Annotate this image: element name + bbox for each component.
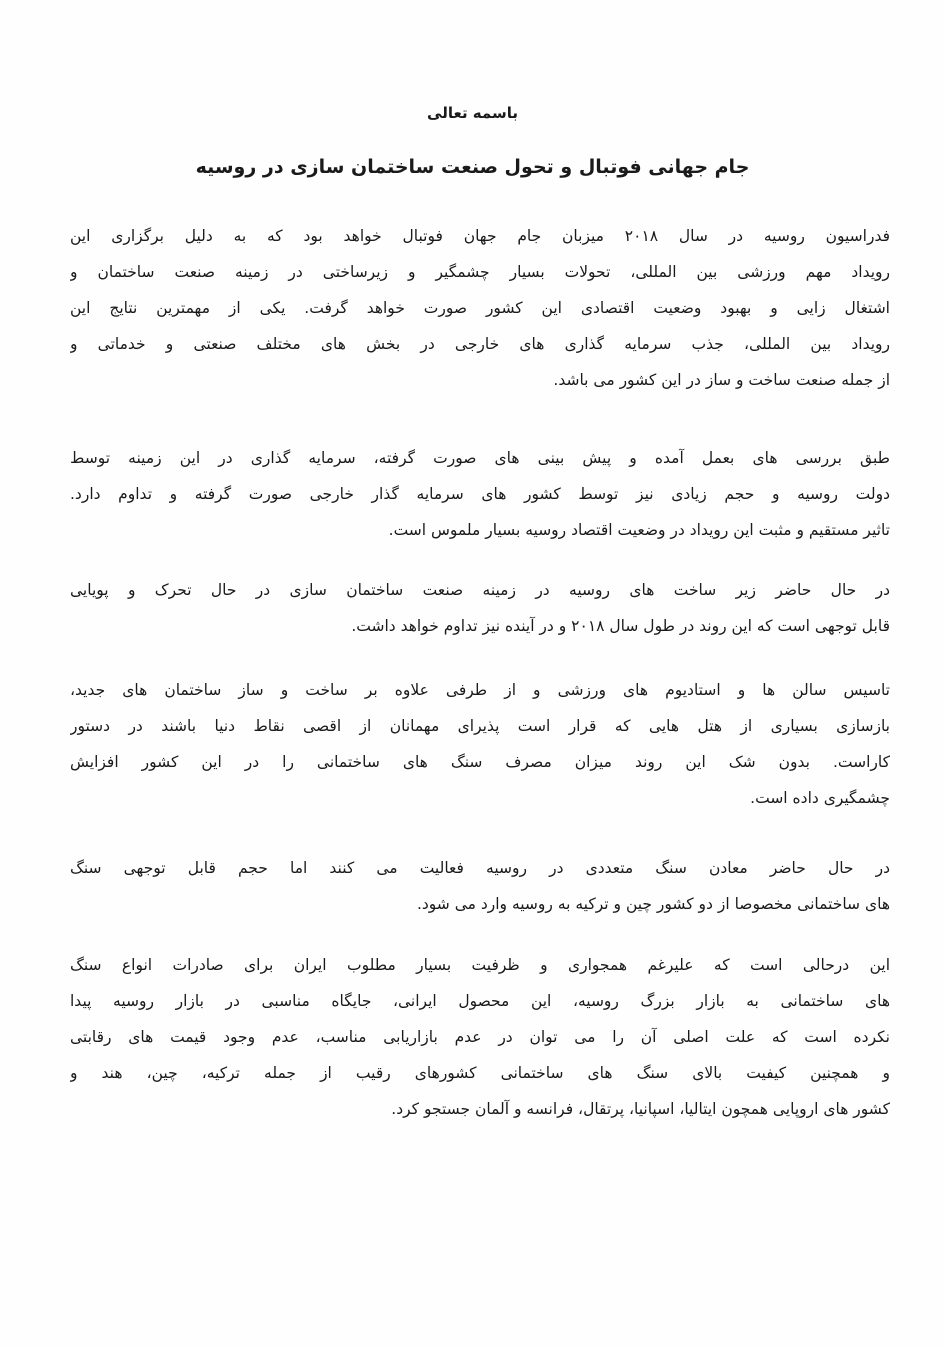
paragraph-line: چشمگیری داده است. [750, 789, 890, 807]
paragraph-line: رویداد مهم ورزشی بین المللی، تحولات بسیار چشمگیر و زیرساختی در زمینه صنعت ساختمان و [70, 263, 890, 281]
paragraph-line: در حال حاضر زیر ساخت های روسیه در زمینه صنعت ساختمان سازی در حال تحرک و پویایی [70, 581, 890, 599]
paragraph-line: این درحالی است که علیرغم همجواری و ظرفیت بسیار مطلوب ایران برای صادرات انواع سنگ [70, 956, 890, 974]
paragraph-line: و همچنین کیفیت بالای سنگ های ساختمانی کشورهای رقیب از جمله ترکیه، چین، هند و [70, 1064, 890, 1082]
paragraph-line: فدراسیون روسیه در سال ۲۰۱۸ میزبان جام جهان فوتبال خواهد بود که به دلیل برگزاری این [70, 227, 890, 245]
paragraph-line: بازسازی بسیاری از هتل هایی که قرار است پذیرای مهمانان از اقصی نقاط دنیا باشند در دستور [70, 717, 890, 735]
paragraph-line: کاراست. بدون شک این روند میزان مصرف سنگ های ساختمانی را در این کشور افزایش [70, 753, 890, 771]
paragraph-2 [70, 440, 890, 548]
paragraph-line: های ساختمانی به بازار بزرگ روسیه، این محصول ایرانی، جایگاه مناسبی در بازار روسیه پیدا [70, 992, 890, 1010]
document-title: جام جهانی فوتبال و تحول صنعت ساختمان سازی در روسیه [195, 156, 750, 178]
paragraph-5 [70, 850, 890, 922]
paragraph-6 [70, 947, 890, 1127]
paragraph-line: های ساختمانی مخصوصا از دو کشور چین و ترکیه به روسیه وارد می شود. [416, 895, 890, 913]
paragraph-line: از جمله صنعت ساخت و ساز در این کشور می باشد. [553, 371, 890, 389]
paragraph-4 [70, 672, 890, 816]
paragraph-line: رویداد بین المللی، جذب سرمایه گذاری های خارجی در بخش های مختلف صنعتی و خدماتی و [70, 335, 890, 353]
paragraph-line: دولت روسیه و حجم زیادی نیز توسط کشور های سرمایه گذار خارجی صورت گرفته و تداوم دارد. [70, 485, 890, 503]
paragraph-line: اشتغال زایی و بهبود وضعیت اقتصادی این کشور صورت خواهد گرفت. یکی از مهمترین نتایج این [70, 299, 890, 317]
paragraph-line: تاثیر مستقیم و مثبت این رویداد در وضعیت اقتصاد روسیه بسیار ملموس است. [388, 521, 890, 539]
paragraph-1 [70, 218, 890, 398]
paragraph-line: کشور های اروپایی همچون ایتالیا، اسپانیا، پرتقال، فرانسه و آلمان جستجو کرد. [391, 1100, 890, 1118]
paragraph-line: نکرده است که علت اصلی آن را می توان در عدم بازاریابی مناسب، عدم وجود قیمت های رقابتی [70, 1028, 890, 1046]
paragraph-line: طبق بررسی های بعمل آمده و پیش بینی های صورت گرفته، سرمایه گذاری در این زمینه توسط [70, 449, 890, 467]
paragraph-line: قابل توجهی است که این روند در طول سال ۲۰۱۸ و در آینده نیز تداوم خواهد داشت. [351, 617, 890, 635]
paragraph-line: در حال حاضر معادن سنگ متعددی در روسیه فعالیت می کنند اما حجم قابل توجهی سنگ [70, 859, 890, 877]
document-greeting: باسمه تعالی [427, 104, 518, 122]
paragraph-line: تاسیس سالن ها و استادیوم های ورزشی و از طرفی علاوه بر ساخت و ساز ساختمان های جدید، [70, 681, 890, 699]
paragraph-3 [70, 572, 890, 644]
